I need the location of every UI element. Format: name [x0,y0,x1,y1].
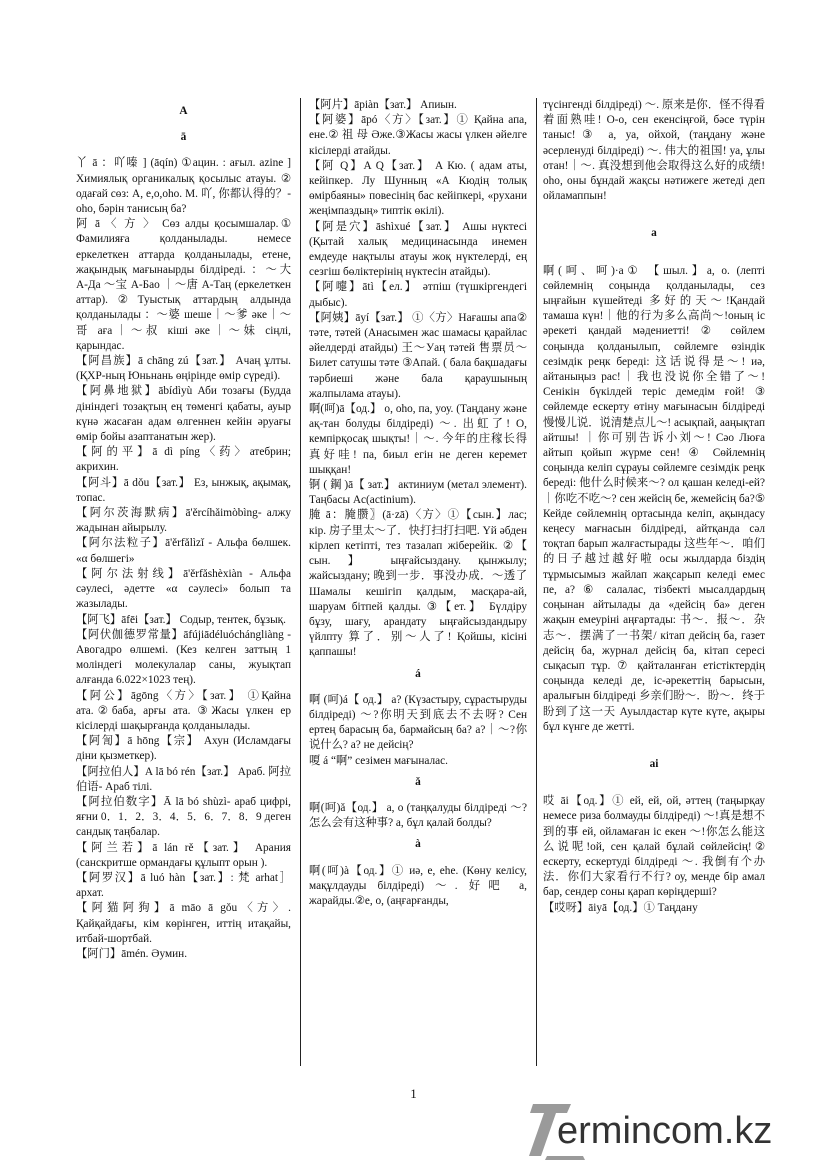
dictionary-entry: 【阿尔法射线】ā'ěrfǎshèxiàn - Альфа сәулесі, әдетте «α сәулесі» болып та жазылады. [76,567,291,611]
dictionary-entry: 哎 āi【од.】① ей, ей, ой, әттең (таңырқау немесе риза болмауды білдіреді) ～!真是想不到的事 ей, ойламаған іс екен ～!你怎么能这么说呢!ой, сен қалай бұлай сөйлейсің!② ескерту, ескертуді білдіреді ～. 我倒有个办法．你们大家看行不行? оу, менде бір амал бар, сендер соны қарап көріңдерші? [543,795,765,899]
dictionary-entry: 【阿拉伯人】A lā bó rén【зат.】 Араб. 阿拉伯语- Араб тілі. [76,765,291,793]
dictionary-entry: 【阿斗】ā dǒu【зат.】 Ез, ынжық, ақымақ, топас. [76,476,291,504]
dictionary-column-1 [76,98,291,962]
section-heading: ǎ [415,775,421,788]
dictionary-column-2 [309,98,527,909]
dictionary-entry: 啊(呵、呵)·a① 【шыл.】а, о. (лепті сөйлемнің соңында қолданылады, сез ыңғайын күшейтеді 多好的天～!Қандай тамаша күн!｜他的行为多么高尚～!оның іс әрекеті қандай мәдениетті! ② сөйлем соңында қолданылып, сөйлемге өзіндік сезімдік реңк береді: 这话说得是～! иә, айтаныңыз рас!｜我也没说你全错了～! Сенікін бүкілдей теріс демедім ғой! ③ сөйлемде ескерту өтіну мағынасын білдіреді 慢慢儿说．说清楚点儿～! асықпай, ааңықтап айтшы! ｜你可别告诉小刘～! Сәо Люға айтып қойып жүрме сен! ④ Сөйлемнің соңында келіп сұрауы сөйлемге сезімдік реңк береді: 他什么时候来～? ол қашан келеді-ей?｜你吃不吃～? сен жейсің бе, жемейсің ба?⑤ Кейде сөйлемнің ортасында келіп, ақындасу кеңесу мағнасын білдіреді, айтқанда сәл тоқтап барып жалғастырады 这些年～．咱们的日子越过越好啦 осы жылдарда біздің тұрмысымыз жайлап жақсарып келеді емес пе, а? ⑥ салалас, тізбекті мысалдардың соңынан айтылады да «дейсің ба» деген жақын емеуріні аңғартады: 书～．报～．杂志～．摆满了一书架/ кітап дейсің ба, газет дейсің ба, журнал дейсің ба, кітап сересі сықасып тұр. ⑦ қайталанған етістіктердің соңында келеді де, іс-әрекеттің барысын, аралығын білдіреді 乡亲们盼～．盼～．终于盼到了这一天 Ауылдастар күте күте, ақыры бұл күнге де жетті. [543,264,765,733]
dictionary-column-3 [543,98,765,916]
dictionary-entry: 啊(呵)ǎ【од.】 а, о (таңқалуды білдіреді ～? 怎么会有这种事? а, бұл қалай болды? [309,801,527,830]
page-number: 1 [410,1086,417,1101]
dictionary-entry: 【阿猫阿狗】ā māo ā gǒu〈方〉. Қайқайдағы, кім көрінген, иттің итақайы, итбай-шортбай. [76,902,291,945]
dictionary-entry: 【阿片】āpiàn【зат.】 Апиын. [309,99,457,111]
dictionary-entry: 啊(呵)à【од.】① иә, е, ehe. (Көну келісу, мақұлдауды білдіреді) ～. 好吧 а, жарайды.②е, о, (аңғарғанды, [309,864,527,907]
section-heading: ai [649,757,659,770]
termincom-logo [527,1098,812,1160]
section-heading: ā [180,131,187,144]
column-divider [536,98,537,1066]
dictionary-entry: 【阿訇】ā hōng【宗】 Ахун (Исламдағы діни қызметкер). [76,735,291,763]
dictionary-entry: 啊(呵)ā【од.】 о, oho, па, уоу. (Таңдану және ақ-тан болуды білдіреді) ～. 出虹了! О, кемпірқосақ шықты!｜～. 今年的庄稼长得真好哇! па, биыл егін не деген керемет шыққан! [309,403,527,476]
dictionary-entry: 腌 ā：腌臜〗(ā·zā)〈方〉①【сын.】лас; кір. 房子里太～了．快打扫打扫吧. Үй әбден кірлеп кетіпті, тез тазалап жіберейік. ②【 сын. 】 ыңғайсыздану. қынжылу; жайсыздану; 晚到一步．事没办成．～透了 Шамалы кешігіп қалдым, масқара-ай, шаруам бітпей қалды. ③【ет.】 Бүлдіру бұзу, шағу, арандату ыңғайсыздандыру үйлпту 算了．别～人了! Қойшы, кісіні қаппашы! [309,509,527,659]
dictionary-entry: 锕 ( 鋼 )ā【 зат.】 актиниум (метал элемент). Таңбасы Ac(actinium). [309,479,527,507]
dictionary-entry: 【阿婆】āpó〈方〉【зат.】① Қайна апа, ене.② 祖 母 Әже.③Жасы жасы үлкен әйелге кісілерді атайды. [309,114,527,157]
section-heading: A [179,105,188,117]
dictionary-entry: 阿 ā 〈 方 〉 Сөз алды қосымшалар.① Фамилияға қолданылады. немесе еркелеткен аттарда қолданылады, етене, жақындық мағынаырды білдіреді. ：～大 А-Да ～宝 А-Бао ｜～唐 А-Таң (еркелеткен аттар).②Туыстық аттардың алдында қолданылады ：～婆 шеше｜～爹 әке｜～哥 аға｜～叔 кіші әке｜～妹 сіңлі, қарындас. [76,218,291,352]
dictionary-entry: 【阿拉伯数字】Ā lā bó shùzì- араб цифрі, яғни 0．1．2．3．4．5．6．7．8．9 деген сандық таңбалар. [76,795,291,839]
dictionary-entry: 啊 (呵)á【 од.】 а? (Күзастыру, сұрастыруды білдіреді) ～?你明天到底去不去呀? Сен ертең барасың ба, бармайсың ба? а?｜～?你说什么? а? не дейсің? [309,693,527,752]
dictionary-entry: 【阿 Q】A Q【зат.】 A Кю. ( адам аты, кейіпкер. Лу Шунның «А Кюдің толық өмірбаяны» повесінің бас кейіпкері, «рухани жеңімпаздың» типтік өкілі). [309,159,527,218]
dictionary-entry: 【阿飞】āfēi【зат.】 Содыр, тентек, бұзық. [76,613,286,626]
dictionary-entry: 【阿昌族】ā chāng zú【зат.】 Ачаң ұлты. (ҚХР-ның Юньнань өңірінде өмір сүреді). [76,355,291,383]
dictionary-entry: 【阿嚏】ātì【ел.】 әтпіш (түшкіргендегі дыбыс). [309,281,527,309]
section-heading: á [415,667,421,680]
column-divider [300,98,301,1066]
section-heading: à [415,838,421,851]
dictionary-entry: 【阿公】āgōng〈方〉【зат.】 ①Қайна ата.②баба, арғы ата. ③Жасы үлкен ер кісілерді шақырғанда қолданылады. [76,689,291,732]
dictionary-entry: 【阿伏伽德罗常量】āfújiādéluóchángliàng - Авогадро өлшемі. (Кез келген заттың 1 моліндегі молекулалар саны, жуықтап алғанда 6.022×1023 тең). [76,628,291,687]
dictionary-entry: 【阿姨】āyí【зат.】 ①〈方〉Нағашы апа② тәте, тәтей (Анасымен жас шамасы қарайлас әйелдерді атайды) 王～Уаң тәтей 售票员～Билет сатушы тәте ③Апай. ( бала бақшадағы тәрбиеші және бала қараушының жалпылама атауы). [309,311,528,400]
dictionary-entry: 嗄 á “啊” сезімен мағыналас. [309,754,449,767]
dictionary-entry: 【阿门】āmén. Әумин. [76,947,188,960]
dictionary-entry: 【阿是穴】āshìxué【зат.】 Ашы нүктесі (Қытай халық медицинасында инемен емдеуде нақтылы атауы жоқ нүктелерді, ең сезгіш бөліктерінің нүктесін атайды). [309,220,527,279]
dictionary-entry: 【阿的平】ā dì píng〈药〉атебрин; акрихин. [76,446,291,474]
dictionary-entry: 【阿尔茨海默病】ā'ěrcíhǎimòbìng- алжу жадынан айырылу. [76,507,291,535]
dictionary-entry: 【阿兰若】ā lán rě【зат.】 Арания (санскритше ормандағы құлыпт орын ). [76,841,291,869]
logo-text: ermincom.kz [557,1110,773,1152]
dictionary-entry: 【哎呀】āiyā【од.】① Таңдану [543,901,698,914]
dictionary-entry: 丫 ā ：吖嗪 ] (āqín) ①ацин. : ағыл. azine ] Химиялық органикалық қосылыс атауы. ② одағай сөз: A, е,о,oho. M. 吖, 你都认得的？- oho, бәрін танисың ба? [76,157,291,216]
dictionary-entry: 【阿鼻地狱】ābídìyù Аби тозағы (Будда дініндегі тозақтың ең төменгі қабаты, ауыр күнә жасаған адам өлгеннен кейін әруағы өмір бойы азаптанатын жер). [76,385,291,444]
dictionary-entry: 【阿尔法粒子】ā'ěrfǎlìzǐ - Альфа бөлшек. «α бөлшегі» [76,537,291,565]
dictionary-entry: 【阿罗汉】ā luó hàn【зат.】: 梵 arhat］архат. [76,871,291,900]
section-heading: a [651,227,657,240]
dictionary-entry: түсінгенді білдіреді) ～. 原来是你．怪不得看着面熟哇! О-о, сен екенсіңғой, бәсе түрін таныс!③ а, уа, ойхой, (таңдану және әсерленуді білдіреді) ～. 伟大的祖国! уа, ұлы отан!｜～. 真没想到他会取得这么好的成绩! oho, оны бұндай жақсы нәтижеге жетеді деп ойламаппын! [543,99,765,203]
